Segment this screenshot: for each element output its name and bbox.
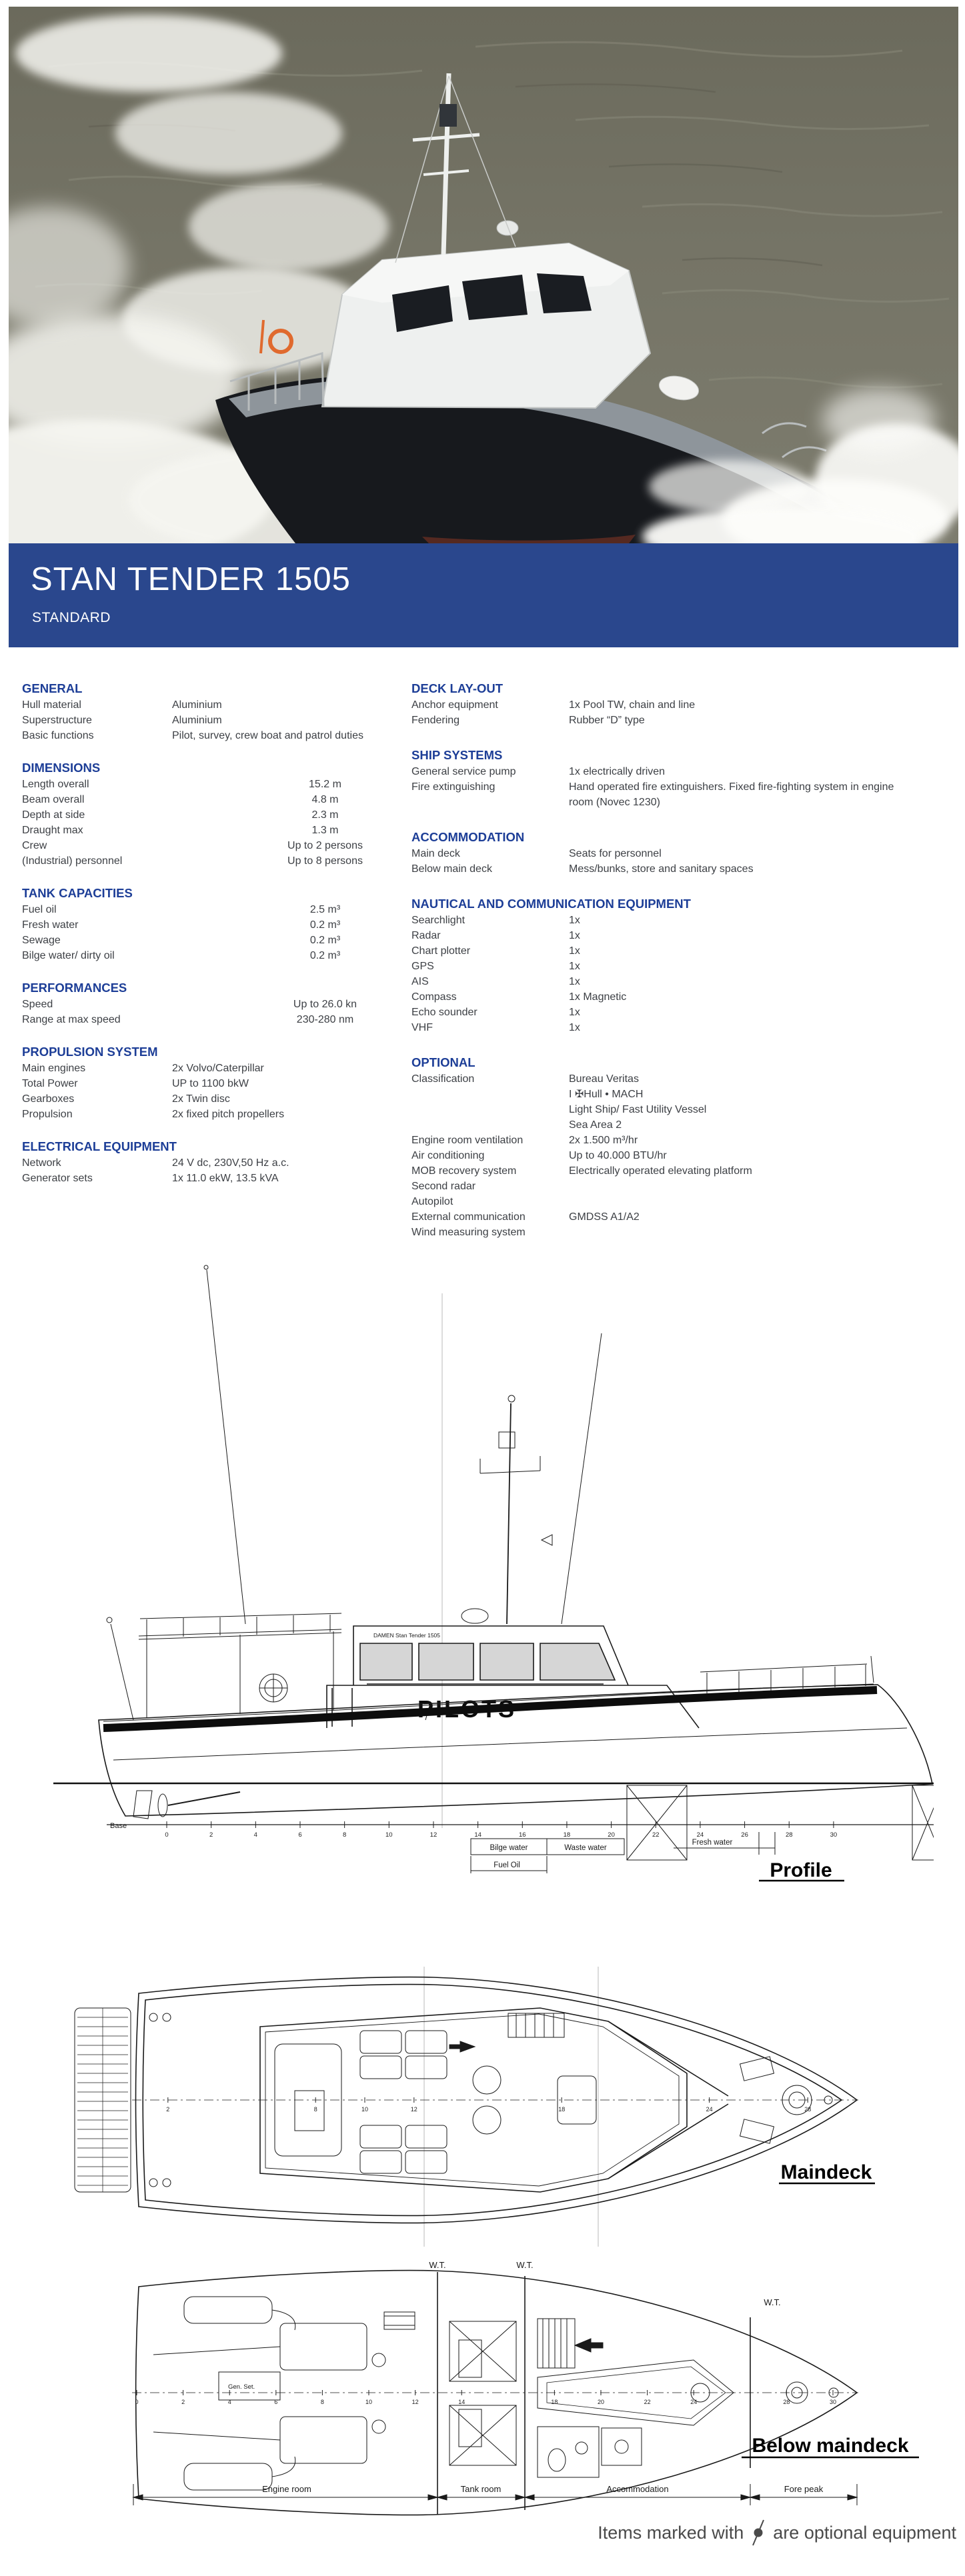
spec-label: Fire extinguishing xyxy=(411,781,496,793)
frame-number: 24 xyxy=(706,2106,713,2113)
tank-label-bilge: Bilge water xyxy=(490,1844,528,1852)
spec-label: Superstructure xyxy=(22,715,92,726)
spec-value: 1x xyxy=(569,961,580,972)
spec-value: 15.2 m xyxy=(309,779,341,790)
spec-row xyxy=(411,1133,958,1148)
spec-value: Up to 26.0 kn xyxy=(293,999,357,1010)
spec-value: 2.5 m³ xyxy=(309,904,341,915)
spec-label: Depth at side xyxy=(22,809,85,821)
spec-row xyxy=(411,959,958,974)
compartment-fore-peak: Fore peak xyxy=(784,2484,824,2494)
spec-row xyxy=(22,777,405,792)
spec-value: 1x xyxy=(569,930,580,941)
spec-label: VHF xyxy=(411,1022,433,1033)
profile-frame-scale xyxy=(165,1821,837,1839)
spec-label: Fresh water xyxy=(22,919,79,931)
frame-number: 8 xyxy=(320,2399,324,2405)
compartment-engine-room: Engine room xyxy=(262,2484,311,2494)
spec-label: Speed xyxy=(22,999,53,1010)
frame-number: 26 xyxy=(741,1831,748,1839)
frame-number: 24 xyxy=(690,2399,698,2405)
spec-row xyxy=(411,1194,958,1209)
spec-row xyxy=(411,1005,958,1020)
spec-row xyxy=(22,792,405,807)
frame-number: 14 xyxy=(458,2399,465,2405)
maindeck-frame-scale xyxy=(166,2097,811,2113)
spec-label: Draught max xyxy=(22,825,83,836)
spec-label: Compass xyxy=(411,991,457,1003)
spec-value: 230-280 nm xyxy=(296,1014,354,1025)
spec-label: Crew xyxy=(22,840,47,851)
spec-row xyxy=(22,902,405,917)
spec-value xyxy=(569,1071,906,1133)
spec-label: Chart plotter xyxy=(411,945,471,957)
spec-section-heading: ACCOMMODATION xyxy=(411,830,525,844)
spec-section xyxy=(22,981,405,1027)
spec-row xyxy=(22,853,405,869)
spec-row xyxy=(22,823,405,838)
frame-number: 20 xyxy=(597,2399,605,2405)
spec-label: Main engines xyxy=(22,1063,86,1074)
spec-row xyxy=(411,1209,958,1225)
spec-row xyxy=(411,989,958,1005)
frame-number: 18 xyxy=(563,1831,571,1839)
spec-label: Autopilot xyxy=(411,1196,453,1207)
radar-dome xyxy=(497,221,518,235)
spec-row xyxy=(22,1061,405,1076)
frame-number: 28 xyxy=(804,2106,812,2113)
spec-value-line: I ✠Hull • MACH xyxy=(569,1089,644,1100)
spec-row xyxy=(22,713,405,728)
spec-value xyxy=(569,1194,906,1209)
spec-section-heading: NAUTICAL AND COMMUNICATION EQUIPMENT xyxy=(411,897,691,911)
spec-value: 2x Volvo/Caterpillar xyxy=(172,1063,264,1074)
spec-value: 2x 1.500 m³/hr xyxy=(569,1135,638,1146)
boat-photo-illustration xyxy=(9,7,958,543)
spec-value: Pilot, survey, crew boat and patrol duties xyxy=(172,730,363,741)
compartment-accommodation: Accommodation xyxy=(606,2484,669,2494)
optional-equipment-mark-icon xyxy=(750,2519,767,2547)
spec-value: 0.2 m³ xyxy=(309,935,341,946)
spec-label: External communication xyxy=(411,1211,526,1223)
spec-label: Fuel oil xyxy=(22,904,57,915)
spec-label: Second radar xyxy=(411,1181,476,1192)
below-frame-scale xyxy=(135,2390,836,2405)
spec-label: Total Power xyxy=(22,1078,78,1089)
spec-value: 4.8 m xyxy=(311,794,339,805)
spec-section xyxy=(411,830,958,877)
frame-number: 22 xyxy=(652,1831,660,1839)
spec-value: Electrically operated elevating platform xyxy=(569,1165,752,1177)
spec-section xyxy=(22,681,405,743)
spec-row xyxy=(411,1163,958,1179)
base-label: Base xyxy=(110,1822,127,1830)
spec-value: Up to 40.000 BTU/hr xyxy=(569,1150,667,1161)
spec-value: 2x Twin disc xyxy=(172,1093,230,1105)
spec-value: 2.3 m xyxy=(311,809,339,821)
spec-section xyxy=(411,897,958,1035)
spec-section xyxy=(22,1139,405,1186)
frame-number: 28 xyxy=(785,1831,793,1839)
spec-row xyxy=(411,713,958,728)
spec-value: Hand operated fire extinguishers. Fixed fire-fighting system in engine room (Novec 1230) xyxy=(569,781,894,808)
frame-number: 12 xyxy=(411,2399,419,2405)
spec-label: Searchlight xyxy=(411,915,465,926)
spec-value: 0.2 m³ xyxy=(309,919,341,931)
below-maindeck-drawing xyxy=(60,2260,947,2547)
spec-section xyxy=(22,1045,405,1122)
tank-label-fresh: Fresh water xyxy=(692,1839,733,1847)
spec-label: Below main deck xyxy=(411,863,492,875)
tank-label-waste: Waste water xyxy=(564,1844,607,1852)
spec-value: Up to 8 persons xyxy=(287,855,363,867)
compartment-tank-room: Tank room xyxy=(460,2484,502,2494)
spec-row xyxy=(411,913,958,928)
spec-label: MOB recovery system xyxy=(411,1165,517,1177)
below-caption: Below maindeck xyxy=(752,2435,909,2457)
spec-value: 1x Pool TW, chain and line xyxy=(569,699,696,711)
builder-text: DAMEN Stan Tender 1505 xyxy=(373,1632,441,1639)
genset-label: Gen. Set. xyxy=(228,2383,255,2391)
spec-value: 1x xyxy=(569,1007,580,1018)
spec-value: 1x xyxy=(569,915,580,926)
frame-number: 4 xyxy=(253,1831,257,1839)
spec-label: Network xyxy=(22,1157,61,1169)
spec-section-heading: GENERAL xyxy=(22,681,83,695)
spec-value: 1x electrically driven xyxy=(569,766,666,777)
spec-section-heading: TANK CAPACITIES xyxy=(22,886,133,900)
spec-row xyxy=(22,1076,405,1091)
title-banner xyxy=(9,543,958,647)
spec-value: 1x 11.0 ekW, 13.5 kVA xyxy=(172,1173,279,1184)
spec-label: Propulsion xyxy=(22,1109,73,1120)
boat-side-text: PILOTS xyxy=(417,1695,517,1723)
spec-row xyxy=(22,1091,405,1107)
frame-number: 22 xyxy=(644,2399,651,2405)
spec-row xyxy=(411,943,958,959)
spec-row xyxy=(22,997,405,1012)
maindeck-caption: Maindeck xyxy=(780,2161,872,2183)
spec-value xyxy=(569,1179,906,1194)
wt-label-3: W.T. xyxy=(764,2297,781,2307)
spec-row xyxy=(22,1171,405,1186)
frame-number: 30 xyxy=(830,1831,838,1839)
spec-row xyxy=(22,728,405,743)
spec-row xyxy=(411,1179,958,1194)
note-suffix: are optional equipment xyxy=(773,2522,956,2543)
spec-row xyxy=(22,1107,405,1122)
wt-label-1: W.T. xyxy=(429,2260,446,2270)
spec-value: 1x xyxy=(569,1022,580,1033)
frame-number: 12 xyxy=(410,2106,417,2113)
spec-section-heading: OPTIONAL xyxy=(411,1055,475,1069)
page-title: STAN TENDER 1505 xyxy=(31,561,351,597)
mast-light-board xyxy=(439,104,457,127)
spec-label: Fendering xyxy=(411,715,460,726)
note-prefix: Items marked with xyxy=(598,2522,744,2543)
frame-number: 4 xyxy=(227,2399,231,2405)
spec-section-heading: PERFORMANCES xyxy=(22,981,127,995)
spec-value: Aluminium xyxy=(172,699,222,711)
spec-section-heading: DIMENSIONS xyxy=(22,761,101,775)
frame-number: 20 xyxy=(608,1831,615,1839)
spec-value-line: Bureau Veritas xyxy=(569,1073,639,1085)
spec-label: Radar xyxy=(411,930,441,941)
spec-value: 1.3 m xyxy=(311,825,339,836)
spec-row xyxy=(22,917,405,933)
spec-label: General service pump xyxy=(411,766,516,777)
spec-row xyxy=(411,1225,958,1240)
maindeck-drawing xyxy=(60,1967,947,2247)
spec-section xyxy=(411,748,958,810)
spec-value xyxy=(569,1225,906,1240)
spec-label: Classification xyxy=(411,1073,475,1085)
spec-column-left xyxy=(22,681,405,1203)
frame-number: 18 xyxy=(551,2399,558,2405)
profile-caption: Profile xyxy=(770,1859,832,1881)
spec-label: Main deck xyxy=(411,848,460,859)
profile-drawing xyxy=(40,1253,934,1887)
spec-value: Up to 2 persons xyxy=(287,840,363,851)
spec-row xyxy=(411,974,958,989)
spec-value: Mess/bunks, store and sanitary spaces xyxy=(569,863,754,875)
spec-row xyxy=(411,779,958,810)
spec-section-heading: ELECTRICAL EQUIPMENT xyxy=(22,1139,177,1153)
spec-row xyxy=(22,1155,405,1171)
spec-section-heading: PROPULSION SYSTEM xyxy=(22,1045,158,1059)
spec-value: 24 V dc, 230V,50 Hz a.c. xyxy=(172,1157,289,1169)
spec-value: GMDSS A1/A2 xyxy=(569,1211,640,1223)
spec-label: Bilge water/ dirty oil xyxy=(22,950,115,961)
spec-value: Rubber “D” type xyxy=(569,715,645,726)
spec-label: Echo sounder xyxy=(411,1007,477,1018)
frame-number: 6 xyxy=(298,1831,302,1839)
spec-label: Hull material xyxy=(22,699,81,711)
spec-label: Wind measuring system xyxy=(411,1227,526,1238)
spec-row xyxy=(22,838,405,853)
spec-row xyxy=(22,697,405,713)
frame-number: 0 xyxy=(165,1831,169,1839)
frame-number: 28 xyxy=(783,2399,790,2405)
spec-label: Basic functions xyxy=(22,730,94,741)
frame-number: 6 xyxy=(274,2399,278,2405)
spec-value: Seats for personnel xyxy=(569,848,662,859)
spec-row xyxy=(411,861,958,877)
spec-row xyxy=(22,933,405,948)
frame-number: 14 xyxy=(474,1831,481,1839)
spec-value: 1x xyxy=(569,945,580,957)
spec-label: Air conditioning xyxy=(411,1150,485,1161)
spec-value: Aluminium xyxy=(172,715,222,726)
spec-label: GPS xyxy=(411,961,434,972)
spec-row xyxy=(411,764,958,779)
frame-number: 10 xyxy=(365,2399,373,2405)
spec-row xyxy=(411,928,958,943)
frame-number: 8 xyxy=(342,1831,347,1839)
frame-number: 10 xyxy=(361,2106,369,2113)
spec-row xyxy=(411,1020,958,1035)
spec-label: Beam overall xyxy=(22,794,85,805)
wt-label-2: W.T. xyxy=(516,2260,534,2270)
frame-number: 24 xyxy=(696,1831,704,1839)
spec-label: Anchor equipment xyxy=(411,699,498,711)
tank-label-fuel: Fuel Oil xyxy=(494,1861,520,1869)
spec-value: 2x fixed pitch propellers xyxy=(172,1109,285,1120)
frame-number: 30 xyxy=(829,2399,837,2405)
frame-number: 2 xyxy=(166,2106,170,2113)
spec-value: 1x Magnetic xyxy=(569,991,627,1003)
frame-number: 16 xyxy=(518,1831,526,1839)
spec-row xyxy=(411,846,958,861)
spec-column-right xyxy=(411,681,958,1260)
spec-section-heading: DECK LAY-OUT xyxy=(411,681,504,695)
boat-photo xyxy=(9,7,958,543)
frame-number: 8 xyxy=(313,2106,317,2113)
spec-label: Length overall xyxy=(22,779,89,790)
spec-section xyxy=(411,1055,958,1240)
optional-equipment-note xyxy=(598,2519,956,2547)
page-subtitle: STANDARD xyxy=(32,610,111,625)
spec-section xyxy=(411,681,958,728)
spec-label: Engine room ventilation xyxy=(411,1135,524,1146)
spec-label: Generator sets xyxy=(22,1173,93,1184)
spec-row xyxy=(411,1071,958,1133)
spec-value-line: Sea Area 2 xyxy=(569,1119,622,1131)
spec-section xyxy=(22,886,405,963)
spec-row xyxy=(22,1012,405,1027)
spec-value: 1x xyxy=(569,976,580,987)
spec-label: (Industrial) personnel xyxy=(22,855,123,867)
spec-row xyxy=(22,948,405,963)
spec-label: AIS xyxy=(411,976,429,987)
spec-value: 0.2 m³ xyxy=(309,950,341,961)
frame-number: 2 xyxy=(181,2399,185,2405)
spec-row xyxy=(22,807,405,823)
frame-number: 10 xyxy=(385,1831,393,1839)
spec-value: UP to 1100 bkW xyxy=(172,1078,249,1089)
spec-row xyxy=(411,697,958,713)
spec-value-line: Light Ship/ Fast Utility Vessel xyxy=(569,1104,707,1115)
spec-label: Range at max speed xyxy=(22,1014,121,1025)
spec-section xyxy=(22,761,405,869)
spec-section-heading: SHIP SYSTEMS xyxy=(411,748,503,762)
frame-number: 2 xyxy=(209,1831,213,1839)
spec-label: Sewage xyxy=(22,935,61,946)
frame-number: 0 xyxy=(135,2399,139,2405)
spec-label: Gearboxes xyxy=(22,1093,75,1105)
spec-row xyxy=(411,1148,958,1163)
frame-number: 18 xyxy=(558,2106,566,2113)
frame-number: 12 xyxy=(429,1831,437,1839)
